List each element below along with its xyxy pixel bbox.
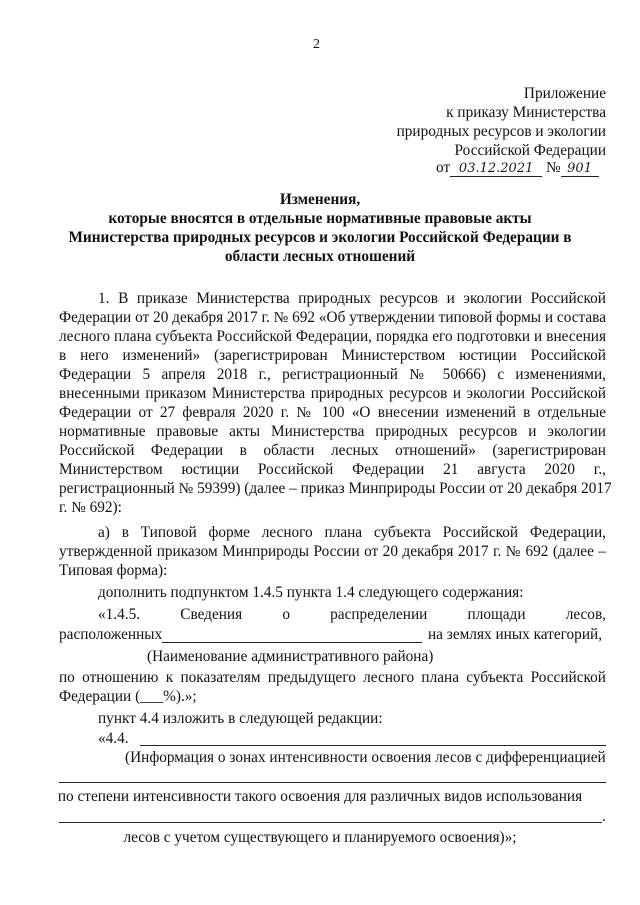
info-blank-line-3 (59, 822, 602, 823)
p1-line-1: 1. В приказе Министерства природных ресурсов и экологии Российской (98, 290, 606, 307)
info-blank-line-2 (59, 782, 606, 783)
title-line-3: Министерства природных ресурсов и экологии Российской Федерации в (68, 229, 572, 246)
item145-other-lands: на землях иных категорий, (428, 626, 603, 643)
title-line-4: области лесных отношений (224, 248, 416, 265)
p44-intro: пункт 4.4 изложить в следующей редакции: (98, 710, 383, 727)
page-number: 2 (313, 37, 320, 52)
pa-line-2: утвержденной приказом Минприроды России от 20 декабря 2017 г. № 692 (далее – (59, 543, 606, 560)
appendix-line-4: Российской Федерации (454, 142, 606, 159)
p1-line-6: внесенными приказом Министерства природных ресурсов и экологии Российской (59, 385, 606, 402)
p1-line-8: нормативные правовые акты Министерства природных ресурсов и экологии (59, 423, 606, 440)
date-value: 03.12.2021 (450, 161, 542, 177)
title-line-2: которые вносятся в отдельные нормативные правовые акты (108, 210, 532, 227)
p1-line-4: в него изменений» (зарегистрирован Министерством юстиции Российской (59, 347, 606, 364)
item145-line-3: по отношению к показателям предыдущего лесного плана субъекта Российской (59, 669, 606, 686)
p1-line-2: Федерации от 20 декабря 2017 г. № 692 «Об утверждении типовой формы и состава (59, 309, 606, 326)
pa-line-1: а) в Типовой форме лесного плана субъекта Российской Федерации, (98, 524, 606, 541)
p1-line-11: регистрационный № 59399) (далее – приказ Минприроды России от 20 декабря 2017 (59, 480, 612, 497)
item145-line-1: «1.4.5. Сведения о распределении площади лесов, (98, 606, 606, 623)
appendix-line-1: Приложение (523, 85, 606, 102)
number-value: 901 (561, 161, 599, 177)
item145-line-4: Федерации (___%).»; (59, 688, 197, 705)
p1-line-7: Федерации от 27 февраля 2020 г. № 100 «О внесении изменений в отдельные (59, 404, 606, 421)
number-prefix: № (545, 159, 561, 176)
add-subitem-text: дополнить подпунктом 1.4.5 пункта 1.4 следующего содержания: (98, 584, 524, 601)
info-caption-2: по степени интенсивности такого освоения для различных видов использования (57, 788, 583, 805)
p1-line-3: лесного плана субъекта Российской Федерации, порядка его подготовки и внесения (59, 328, 606, 345)
appendix-date-row (436, 159, 599, 177)
item145-located: расположенных (59, 626, 163, 643)
p1-line-5: Федерации 5 апреля 2018 г., регистрационный № 50666) с изменениями, (59, 366, 606, 383)
date-prefix: от (436, 159, 451, 176)
appendix-line-2: к приказу Министерства (446, 104, 606, 121)
info-caption-1: (Информация о зонах интенсивности освоения лесов с дифференциацией (125, 749, 606, 766)
pa-last-line: Типовая форма): (59, 562, 168, 579)
p1-line-10: Министерством юстиции Российской Федерации 21 августа 2020 г., (59, 461, 606, 478)
p1-last-line: г. № 692): (59, 499, 122, 516)
p1-line-9: Российской Федерации в области лесных отношений» (зарегистрирован (59, 442, 606, 459)
appendix-line-3: природных ресурсов и экологии (396, 123, 606, 140)
info-blank-end-dot: . (602, 808, 606, 825)
district-caption: (Наименование административного района) (147, 648, 434, 665)
p44-label: «4.4. (98, 730, 129, 747)
title-line-1: Изменения, (279, 191, 361, 208)
district-blank-line (162, 642, 422, 643)
info-caption-3: лесов с учетом существующего и планируемого освоения)»; (123, 829, 517, 846)
info-blank-line-1 (140, 745, 606, 746)
